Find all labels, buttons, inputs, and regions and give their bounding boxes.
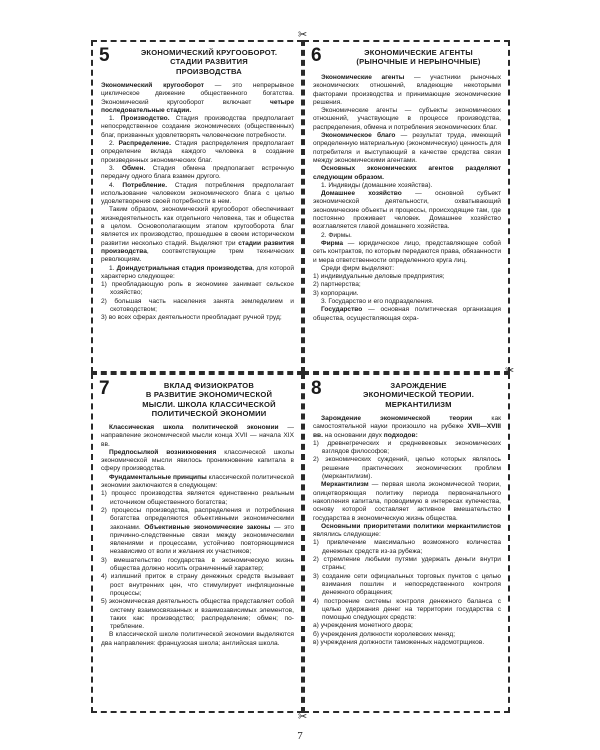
paragraph: 4. Потребление. Стадия потребления предполагает использование человеком экономического блага с целью удовлетворения своей потребности в нем. bbox=[101, 181, 294, 206]
card-number: 8 bbox=[311, 378, 322, 399]
paragraph: 3) вмешательство государства в экономическую жизнь общества должно носить ограниченный характер; bbox=[101, 556, 294, 573]
card-6 bbox=[303, 40, 510, 373]
paragraph: в) учреждения должности таможенных надсмотрщиков. bbox=[313, 639, 485, 647]
paragraph: Классическая школа политической экономии — направление экономической мысли конца XVII — начала XIX вв. bbox=[101, 424, 294, 448]
paragraph: Меркантилизм — первая школа экономической теории, олицетворяющая политику периода первоначального накопления капитала, проводимую в интересах купечества, основу которой составляет активное вмешательство государства в экономическую жизнь общества. bbox=[313, 481, 501, 522]
paragraph: 3. Государство и его подразделения. bbox=[321, 298, 434, 306]
paragraph: Предпосылкой возникновения классической школы экономической мысли явилось проникновение капитала в сферу производства. bbox=[101, 448, 294, 473]
paragraph: 3) создание сети официальных торговых пунктов с целью взимания пошлин и непосредственного контроля денежного обращения; bbox=[313, 572, 501, 597]
paragraph: а) учреждения монетного двора; bbox=[313, 622, 413, 630]
paragraph: 1. Индивиды (домашние хозяйства). bbox=[321, 181, 433, 189]
paragraph: 3. Обмен. Стадия обмена предполагает встречную передачу одного блага взамен другого. bbox=[101, 164, 294, 181]
title-line: ЭКОНОМИЧЕСКОЙ ТЕОРИИ. bbox=[362, 390, 474, 400]
paragraph: В классической школе политической экономии выделяются два направления: французская школа; английская школа. bbox=[101, 631, 294, 647]
paragraph: 1) индивидуальные деловые предприятия; bbox=[313, 273, 445, 281]
card-7 bbox=[91, 373, 303, 713]
title-line: СТАДИИ РАЗВИТИЯ bbox=[170, 57, 248, 67]
card-title bbox=[123, 48, 295, 76]
title-line: МЕРКАНТИЛИЗМ bbox=[385, 399, 452, 409]
card-title bbox=[123, 381, 295, 419]
paragraph: 1. Доиндустриальная стадия производства, для которой характерно следующее: bbox=[101, 264, 294, 280]
paragraph: б) учреждения должности королевских меняд; bbox=[313, 630, 456, 638]
paragraph: Таким образом, экономический кругооборот обеспечивает жизнедеятельность как отдельного человека, так и общества в целом. Основополагающим этапом кругооборота благ является их производство, прошедшее в своем историческом развитии несколько стадий. Выделяют три стадии развития производства, соответствующие трем технических революциям. bbox=[101, 206, 294, 264]
paragraph: 1. Производство. Стадия производства предполагает непосредственное создание экономических (общественных) благ, призванных удовлетворять человеческие потребности. bbox=[101, 115, 294, 139]
paragraph: 4) построение системы контроля денежного баланса с целью удержания денег на территории государства с помощью следующих средств: bbox=[313, 597, 501, 622]
paragraph: Зарождение экономической теории как самостоятельной науки произошло на рубеже XVII—XVIII вв. на основании двух подходов: bbox=[313, 415, 501, 439]
paragraph: 2) процессы производства, распределения и потребления богатства определяются объективными экономическими законами. Объективные экономические законы — это причинно-следственные связи между экономическими явлениями и процессами, устойчиво повторяющимися независимо от воли и желания их участников; bbox=[101, 506, 294, 556]
card-body bbox=[313, 74, 501, 323]
title-line: (РЫНОЧНЫЕ И НЕРЫНОЧНЫЕ) bbox=[356, 57, 481, 67]
paragraph: 2) большая часть населения занята земледелием и скотоводством; bbox=[101, 297, 294, 314]
title-line: ЗАРОЖДЕНИЕ bbox=[390, 381, 447, 390]
title-line: МЫСЛИ. ШКОЛА КЛАССИЧЕСКОЙ bbox=[142, 399, 276, 409]
title-line: ПОЛИТИЧЕСКОЙ ЭКОНОМИИ bbox=[151, 409, 267, 419]
paragraph: Основных экономических агентов разделяют следующим образом. bbox=[313, 165, 501, 181]
paragraph: 1) преобладающую роль в экономике занимает сельское хозяйство; bbox=[101, 281, 294, 297]
paragraph: 2. Фирмы. bbox=[321, 231, 352, 239]
paragraph: 2. Распределение. Стадия распределения предполагает определение вклада каждого человека в создание произведенных экономических благ. bbox=[101, 140, 294, 164]
scissors-icon: ✂ bbox=[298, 29, 308, 41]
card-number: 6 bbox=[311, 45, 322, 66]
paragraph: 5) экономическая деятельность общества представляет собой систему взаимосвязанных и взаимозависимых элементов, таких как: производство; распределение; обмен; потребление. bbox=[101, 598, 294, 631]
title-line: ВКЛАД ФИЗИОКРАТОВ bbox=[163, 381, 255, 390]
paragraph: Фирма — юридическое лицо, представляющее собой сеть контрактов, по которым передаются права, обязанности и мера ответственности определенного круга лиц. bbox=[313, 239, 501, 264]
paragraph: Основными приоритетами политики меркантилистов являлись следующие: bbox=[313, 522, 501, 539]
scissors-icon: ✂ bbox=[298, 711, 308, 723]
card-body bbox=[313, 415, 501, 647]
paragraph: Домашнее хозяйство — основной субъект экономической деятельности, охватывающий экономические объекты и процессы, происходящие там, где постоянно проживает человек. Домашнее хозяйство возглавляется главой домашнего хозяйства. bbox=[313, 190, 501, 231]
paragraph: Экономическое благо — результат труда, имеющий определенную материальную (экономическую) ценность для потребителя и выступающий в качестве средства связи между экономическими агентами. bbox=[313, 132, 501, 164]
paragraph: Среди фирм выделяют: bbox=[321, 264, 395, 272]
paragraph: 3) корпорации. bbox=[313, 289, 359, 297]
card-number: 7 bbox=[99, 378, 110, 399]
card-title bbox=[335, 48, 502, 67]
card-title bbox=[335, 381, 502, 409]
paragraph: 2) стремление любыми путями удержать деньги внутри страны; bbox=[313, 556, 501, 572]
paragraph: 1) привлечение максимально возможного количества денежных средств из-за рубежа; bbox=[313, 539, 501, 555]
card-8 bbox=[303, 373, 510, 713]
paragraph: 2) экономических суждений, целью которых являлось решение практических экономических проблем (меркантилизм). bbox=[313, 456, 501, 481]
card-number: 5 bbox=[99, 45, 110, 66]
title-line: ПРОИЗВОДСТВА bbox=[176, 66, 242, 76]
card-5 bbox=[91, 40, 303, 373]
paragraph: Экономические агенты — участники рыночных экономических отношений, владеющие некоторыми факторами производства и принимающие экономические решения. bbox=[313, 74, 501, 106]
paragraph: Экономический кругооборот — это непрерывное циклическое движение общественного богатства. Экономический кругооборот включает четыре последовательные стадии. bbox=[101, 82, 294, 114]
title-line: В РАЗВИТИЕ ЭКОНОМИЧЕСКОЙ bbox=[145, 390, 273, 400]
paragraph: 2) партнерства; bbox=[313, 281, 361, 289]
paragraph: 1) древнегреческих и средневековых экономических взглядов философов; bbox=[313, 439, 501, 456]
page-number: 7 bbox=[297, 730, 303, 742]
title-line: ЭКОНОМИЧЕСКИЕ АГЕНТЫ bbox=[364, 48, 473, 57]
paragraph: Экономические агенты — субъекты экономических отношений, участвующие в процессе производства, распределения, обмена и потребления экономических благ. bbox=[313, 107, 501, 131]
card-body bbox=[101, 424, 294, 648]
paragraph: 4) излишний приток в страну денежных средств вызывает рост внутренних цен, что стимулирует инфляционные процессы; bbox=[101, 573, 294, 597]
paragraph: 1) процесс производства является единственно реальным источником общественного богатства; bbox=[101, 490, 294, 506]
card-body bbox=[101, 82, 294, 323]
scissors-icon: ✂ bbox=[505, 365, 515, 377]
paragraph: 3) во всех сферах деятельности преобладает ручной труд; bbox=[101, 314, 282, 322]
title-line: ЭКОНОМИЧЕСКИЙ КРУГООБОРОТ. bbox=[140, 48, 278, 57]
paragraph: Фундаментальные принципы классической политической экономии заключаются в следующем: bbox=[101, 473, 294, 490]
paragraph: Государство — основная политическая организация общества, осуществляющая охра- bbox=[313, 306, 501, 322]
